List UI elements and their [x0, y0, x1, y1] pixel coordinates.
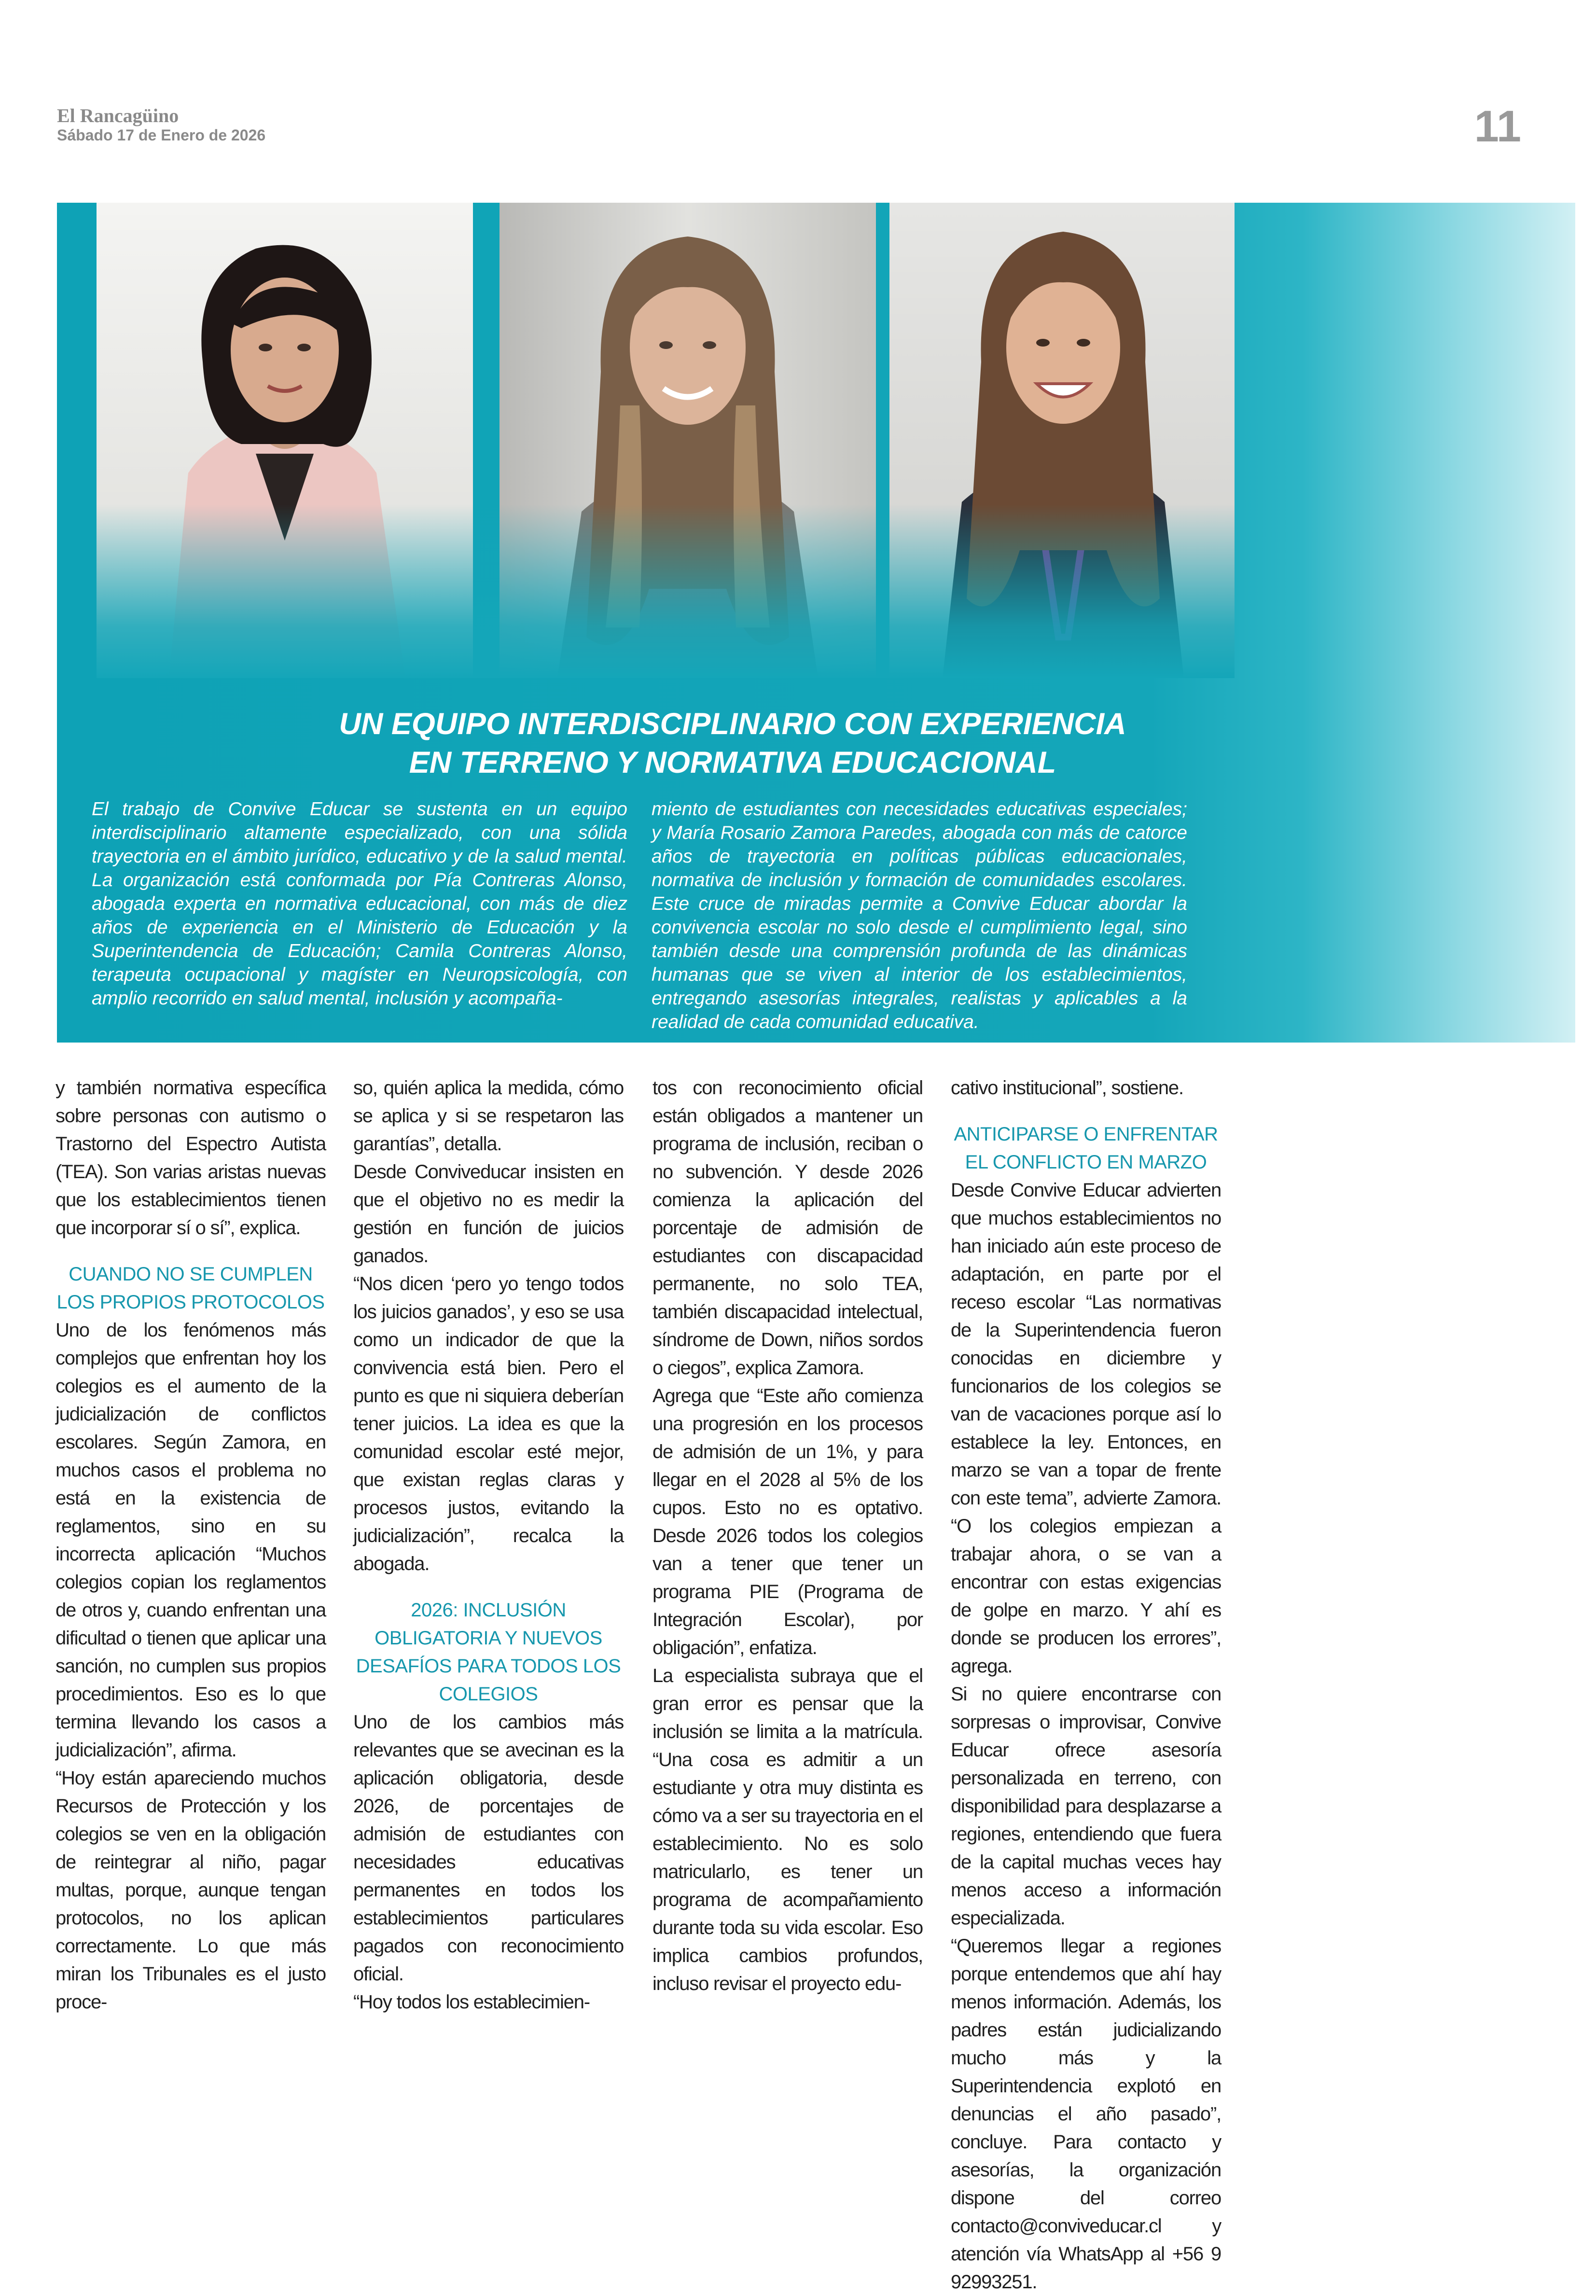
paragraph: “Hoy todos los establecimien-: [353, 1991, 590, 2013]
section-subheading: 2026: INCLUSIÓN OBLIGATORIA Y NUEVOS DESAFÍOS PARA TODOS LOS COLEGIOS: [356, 1600, 621, 1705]
feature-headline: [187, 705, 1278, 782]
intro-text-left: El trabajo de Convive Educar se sustenta en un equipo interdisciplinario altamente especializado, con una sólida trayectoria en el ámbito jurídico, educativo y de la salud mental. La organización está conformada por Pía Contreras Alonso, abogada experta en normativa educacional, con más de diez años de experiencia en el Ministerio de Educación y la Superintendencia de Educación; Camila Contreras Alonso, terapeuta ocupacional y magíster en Neuropsicología, con amplio recorrido en salud mental, inclusión y acompaña-: [92, 799, 627, 1009]
section-subheading: ANTICIPARSE O ENFRENTAR EL CONFLICTO EN MARZO: [954, 1124, 1218, 1173]
paragraph: “Nos dicen ‘pero yo tengo todos los juicios ganados’, y eso se usa como un indicador de que la convivencia está bien. Pero el punto es que ni siquiera deberían tener juicios. La idea es que la comunidad escolar esté mejor, que existan reglas claras y procesos justos, evitando la judicialización”, recalca la abogada.: [353, 1273, 624, 1574]
paragraph: Desde Convive Educar advierten que muchos establecimientos no han iniciado aún este proceso de adaptación, en parte por el receso escolar “Las normativas de la Superintendencia fueron conocidas en diciembre y funcionarios de los colegios se van de vacaciones porque así lo establece la ley. Entonces, en marzo se van a topar de frente con este tema”, advierte Zamora. “O los colegios empiezan a trabajar ahora, o se van a encontrar con estas exigencias de golpe en marzo. Y ahí es donde se producen los errores”, agrega.: [951, 1180, 1221, 1677]
paragraph: cativo institucional”, sostiene.: [951, 1077, 1183, 1099]
paragraph: La especialista subraya que el gran error es pensar que la inclusión se limita a la matrícula. “Una cosa es admitir a un estudiante y otra muy distinta es cómo va a ser su trayectoria en el establecimiento. No es solo matricularlo, es tener un programa de acompañamiento durante toda su vida escolar. Eso implica cambios profundos, incluso revisar el proyecto edu-: [652, 1665, 923, 1994]
newspaper-name: El Rancagüino: [57, 105, 179, 126]
issue-date: Sábado 17 de Enero de 2026: [57, 126, 266, 144]
paragraph: Uno de los fenómenos más complejos que enfrentan hoy los colegios es el aumento de la judicialización de conflictos escolares. Según Zamora, en muchos casos el problema no está en la existencia de reglamentos, sino en su incorrecta aplicación “Muchos colegios copian los reglamentos de otros y, cuando enfrentan una dificultad o tienen que aplicar una sanción, no cumplen sus propios procedimientos. Eso es lo que termina llevando los casos a judicialización”, afirma.: [56, 1320, 326, 1761]
paragraph: tos con reconocimiento oficial están obligados a mantener un programa de inclusión, reciban o no subvención. Y desde 2026 comienza la aplicación del porcentaje de admisión de estudiantes con discapacidad permanente, no solo TEA, también discapacidad intelectual, síndrome de Down, niños sordos o ciegos”, explica Zamora.: [652, 1077, 923, 1378]
photo-fade-overlay: [97, 504, 1235, 678]
article-column-1: [56, 1074, 326, 2016]
article-column-4: [951, 1074, 1221, 2296]
paragraph: Desde Conviveducar insisten en que el objetivo no es medir la gestión en función de juicios ganados.: [353, 1161, 624, 1266]
section-subheading: CUANDO NO SE CUMPLEN LOS PROPIOS PROTOCOLOS: [56, 1264, 325, 1313]
paragraph: Agrega que “Este año comienza una progresión en los procesos de admisión de un 1%, y para llegar en el 2028 al 5% de los cupos. Esto no es optativo. Desde 2026 todos los colegios van a tener que tener un programa PIE (Programa de Integración Escolar), por obligación”, enfatiza.: [652, 1385, 923, 1658]
paragraph: “Hoy están apareciendo muchos Recursos de Protección y los colegios se ven en la obligación de reintegrar al niño, pagar multas, porque, aunque tengan protocolos, no los aplican correctamente. Lo que más miran los Tribunales es el justo proce-: [56, 1767, 326, 2013]
paragraph: y también normativa específica sobre personas con autismo o Trastorno del Espectro Autista (TEA). Son varias aristas nuevas que los establecimientos tienen que incorporar sí o sí”, explica.: [56, 1077, 326, 1238]
paragraph: “Queremos llegar a regiones porque entendemos que ahí hay menos información. Además, los padres están judicializando mucho más y la Superintendencia explotó en denuncias el año pasado”, concluye. Para contacto y asesorías, la organización dispone del correo contacto@conviveducar.cl y atención vía WhatsApp al +56 9 92993251.: [951, 1935, 1221, 2293]
article-column-3: [652, 1074, 923, 1998]
feature-banner: [57, 203, 1575, 1043]
headline-line-2: EN TERRENO Y NORMATIVA EDUCACIONAL: [409, 746, 1056, 779]
paragraph: Si no quiere encontrarse con sorpresas o improvisar, Convive Educar ofrece asesoría personalizada en terreno, con disponibilidad para desplazarse a regiones, entendiendo que fuera de la capital muchas veces hay menos acceso a información especializada.: [951, 1684, 1221, 1929]
paragraph: so, quién aplica la medida, cómo se aplica y si se respetaron las garantías”, detalla.: [353, 1077, 624, 1155]
paragraph: Uno de los cambios más relevantes que se avecinan es la aplicación obligatoria, desde 2026, de porcentajes de admisión de estudiantes con necesidades educativas permanentes en todos los establecimientos particulares pagados con reconocimiento oficial.: [353, 1712, 624, 1985]
article-column-2: [353, 1074, 624, 2016]
page-number: 11: [1474, 102, 1521, 151]
intro-text-right: miento de estudiantes con necesidades educativas especiales; y María Rosario Zamora Paredes, abogada con más de catorce años de trayectoria en políticas públicas educacionales, normativa de inclusión y formación de comunidades escolares. Este cruce de miradas permite a Convive Educar abordar la convivencia escolar no solo desde el cumplimiento legal, sino también desde una comprensión profunda de las dinámicas humanas que se viven al interior de los establecimientos, entregando asesorías integrales, realistas y aplicables a la realidad de cada comunidad educativa.: [652, 799, 1187, 1032]
headline-line-1: UN EQUIPO INTERDISCIPLINARIO CON EXPERIENCIA: [339, 707, 1126, 741]
